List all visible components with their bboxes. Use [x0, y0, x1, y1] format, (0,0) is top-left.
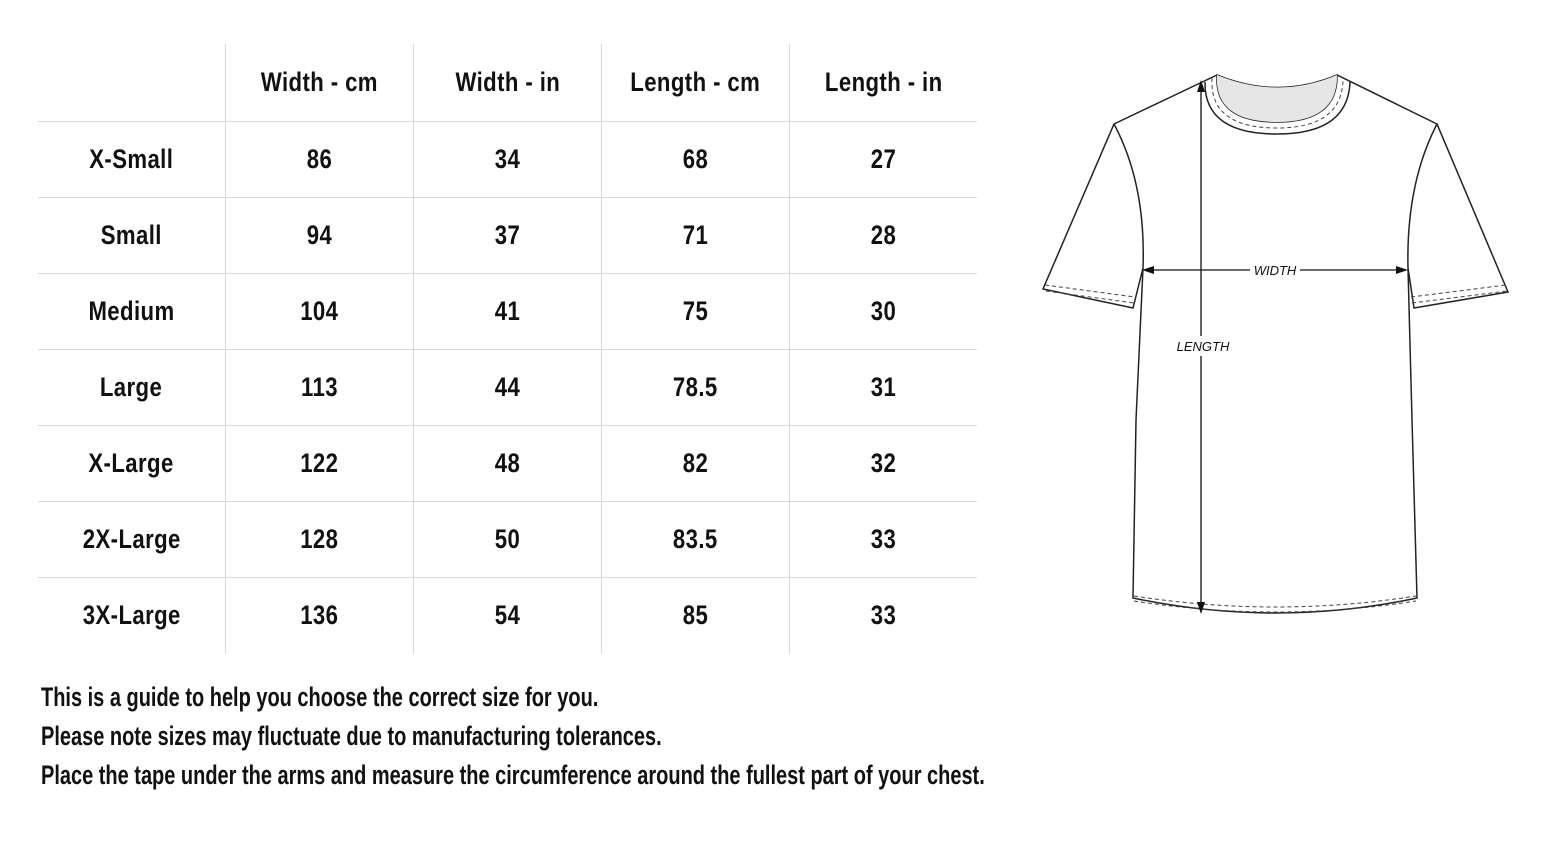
left-armhole	[1114, 124, 1143, 268]
right-armhole	[1408, 124, 1437, 268]
width-label: WIDTH	[1253, 263, 1297, 278]
width-in-value: 50	[414, 502, 602, 578]
width-in-value: 34	[414, 122, 602, 198]
length-cm-value: 68	[602, 122, 790, 198]
length-cm-value: 82	[602, 426, 790, 502]
width-in-value: 48	[414, 426, 602, 502]
table-row	[38, 122, 977, 198]
width-cm-value: 104	[226, 274, 414, 350]
header-row	[38, 44, 977, 122]
width-cm-value: 128	[226, 502, 414, 578]
column-header-length-in: Length - in	[790, 44, 978, 122]
column-header-width-in: Width - in	[414, 44, 602, 122]
size-guide-notes	[41, 678, 1316, 795]
width-in-value: 44	[414, 350, 602, 426]
table-row	[38, 350, 977, 426]
length-cm-value: 71	[602, 198, 790, 274]
length-in-value: 33	[790, 578, 978, 654]
column-header-size	[38, 44, 226, 122]
size-name: Medium	[38, 274, 226, 350]
size-name: Small	[38, 198, 226, 274]
length-in-value: 31	[790, 350, 978, 426]
t-shirt-measurement-diagram	[1036, 60, 1516, 630]
length-cm-value: 75	[602, 274, 790, 350]
size-name: 3X-Large	[38, 578, 226, 654]
length-cm-value: 83.5	[602, 502, 790, 578]
table-row	[38, 502, 977, 578]
size-name: X-Large	[38, 426, 226, 502]
width-in-value: 41	[414, 274, 602, 350]
column-header-width-cm: Width - cm	[226, 44, 414, 122]
width-in-value: 54	[414, 578, 602, 654]
table-row	[38, 578, 977, 654]
size-chart-table	[38, 44, 977, 653]
width-cm-value: 113	[226, 350, 414, 426]
length-in-value: 28	[790, 198, 978, 274]
width-cm-value: 136	[226, 578, 414, 654]
length-in-value: 27	[790, 122, 978, 198]
table-row	[38, 426, 977, 502]
t-shirt-outline	[1043, 75, 1508, 613]
width-in-value: 37	[414, 198, 602, 274]
note-line: Place the tape under the arms and measure the circumference around the fullest part of your chest.	[41, 760, 985, 790]
length-cm-value: 85	[602, 578, 790, 654]
length-in-value: 30	[790, 274, 978, 350]
table-row	[38, 198, 977, 274]
note-line: Please note sizes may fluctuate due to manufacturing tolerances.	[41, 721, 662, 751]
width-cm-value: 122	[226, 426, 414, 502]
column-header-length-cm: Length - cm	[602, 44, 790, 122]
width-cm-value: 86	[226, 122, 414, 198]
size-name: Large	[38, 350, 226, 426]
length-in-value: 33	[790, 502, 978, 578]
width-cm-value: 94	[226, 198, 414, 274]
note-line: This is a guide to help you choose the correct size for you.	[41, 682, 599, 712]
length-in-value: 32	[790, 426, 978, 502]
size-name: 2X-Large	[38, 502, 226, 578]
table-row	[38, 274, 977, 350]
size-name: X-Small	[38, 122, 226, 198]
length-cm-value: 78.5	[602, 350, 790, 426]
length-label: LENGTH	[1176, 339, 1230, 354]
